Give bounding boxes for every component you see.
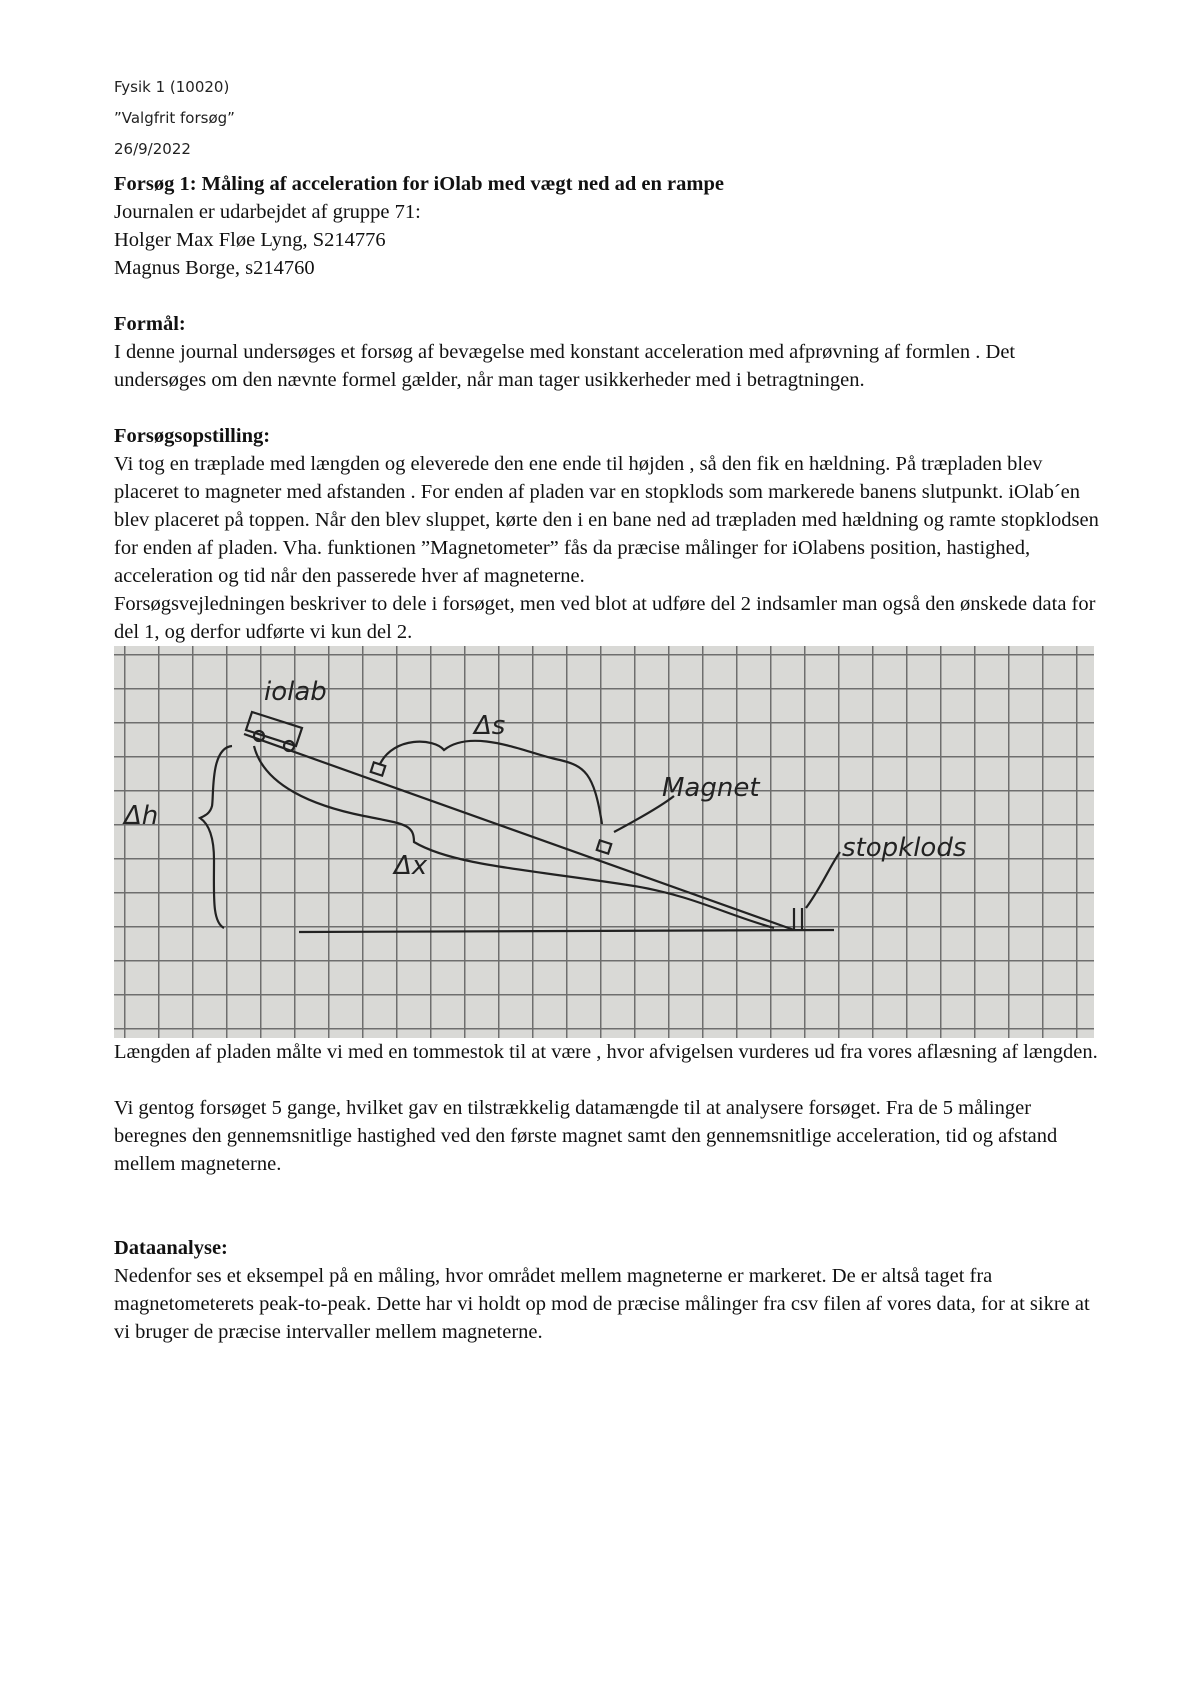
floor-line bbox=[299, 930, 834, 932]
setup-text-2: Forsøgsvejledningen beskriver to dele i forsøget, men ved blot at udføre del 2 indsamler man også den ønskede data for del 1, og derfor udførte vi kun del 2. bbox=[114, 593, 1096, 643]
ramp-line bbox=[244, 734, 794, 930]
repetition-text: Vi gentog forsøget 5 gange, hvilket gav en tilstrækkelig datamængde til at analysere forsøget. Fra de 5 målinger beregnes den gennemsnitlige hastighed ved den første magnet samt den gennemsnitlige acceleration, tid og afstand mellem magneterne. bbox=[114, 1097, 1058, 1175]
stopklods-label: stopklods bbox=[842, 833, 967, 863]
authors-intro: Journalen er udarbejdet af gruppe 71: bbox=[114, 201, 421, 223]
delta-h-brace bbox=[200, 746, 232, 928]
stopklods-icon bbox=[794, 908, 802, 930]
document-body bbox=[114, 170, 1104, 1346]
magnet-2-icon bbox=[597, 840, 612, 853]
purpose-heading: Formål: bbox=[114, 313, 186, 335]
delta-s-label: Δs bbox=[474, 711, 506, 741]
document-title: Forsøg 1: Måling af acceleration for iOlab med vægt ned ad en rampe bbox=[114, 173, 724, 195]
setup-text-1: Vi tog en træplade med længden og eleverede den ene ende til højden , så den fik en hældning. På træpladen blev placeret to magneter med afstanden . For enden af pladen var en stopklods som markerede banens slutpunkt. iOlab´en blev placeret på toppen. Når den blev sluppet, kørte den i en bane ned ad træpladen med hældning og ramte stopklodsen for enden af pladen. Vha. funktionen ”Magnetometer” fås da præcise målinger for iOlabens position, hastighed, acceleration og tid når den passerede hver af magneterne. bbox=[114, 453, 1099, 587]
delta-x-label: Δx bbox=[394, 851, 428, 881]
delta-h-label: Δh bbox=[124, 801, 159, 831]
stopklods-leader-line bbox=[806, 852, 840, 908]
magnet-1-icon bbox=[371, 762, 386, 775]
delta-s-brace bbox=[380, 741, 602, 824]
analysis-text: Nedenfor ses et eksempel på en måling, hvor området mellem magneterne er markeret. De er altså taget fra magnetometerets peak-to-peak. Dette har vi holdt op mod de præcise målinger fra csv filen af vores data, for at sikre at vi bruger de præcise intervaller mellem magneterne. bbox=[114, 1265, 1090, 1343]
iolab-label: iolab bbox=[264, 677, 327, 707]
author-2: Magnus Borge, s214760 bbox=[114, 257, 315, 279]
setup-sketch-figure bbox=[114, 646, 1094, 1038]
setup-sketch-drawing bbox=[114, 646, 1094, 1038]
author-1: Holger Max Fløe Lyng, S214776 bbox=[114, 229, 386, 251]
course-line: Fysik 1 (10020) bbox=[114, 78, 230, 96]
analysis-heading: Dataanalyse: bbox=[114, 1237, 228, 1259]
after-figure-text: Længden af pladen målte vi med en tommestok til at være , hvor afvigelsen vurderes ud fra vores aflæsning af længden. bbox=[114, 1041, 1098, 1063]
experiment-type-line: ”Valgfrit forsøg” bbox=[114, 109, 235, 127]
document-header bbox=[114, 72, 235, 165]
date-line: 26/9/2022 bbox=[114, 140, 191, 158]
setup-heading: Forsøgsopstilling: bbox=[114, 425, 271, 447]
purpose-text: I denne journal undersøges et forsøg af bevægelse med konstant acceleration med afprøvning af formlen . Det undersøges om den nævnte formel gælder, når man tager usikkerheder med i betragtningen. bbox=[114, 341, 1016, 391]
magnet-label: Magnet bbox=[662, 773, 760, 803]
